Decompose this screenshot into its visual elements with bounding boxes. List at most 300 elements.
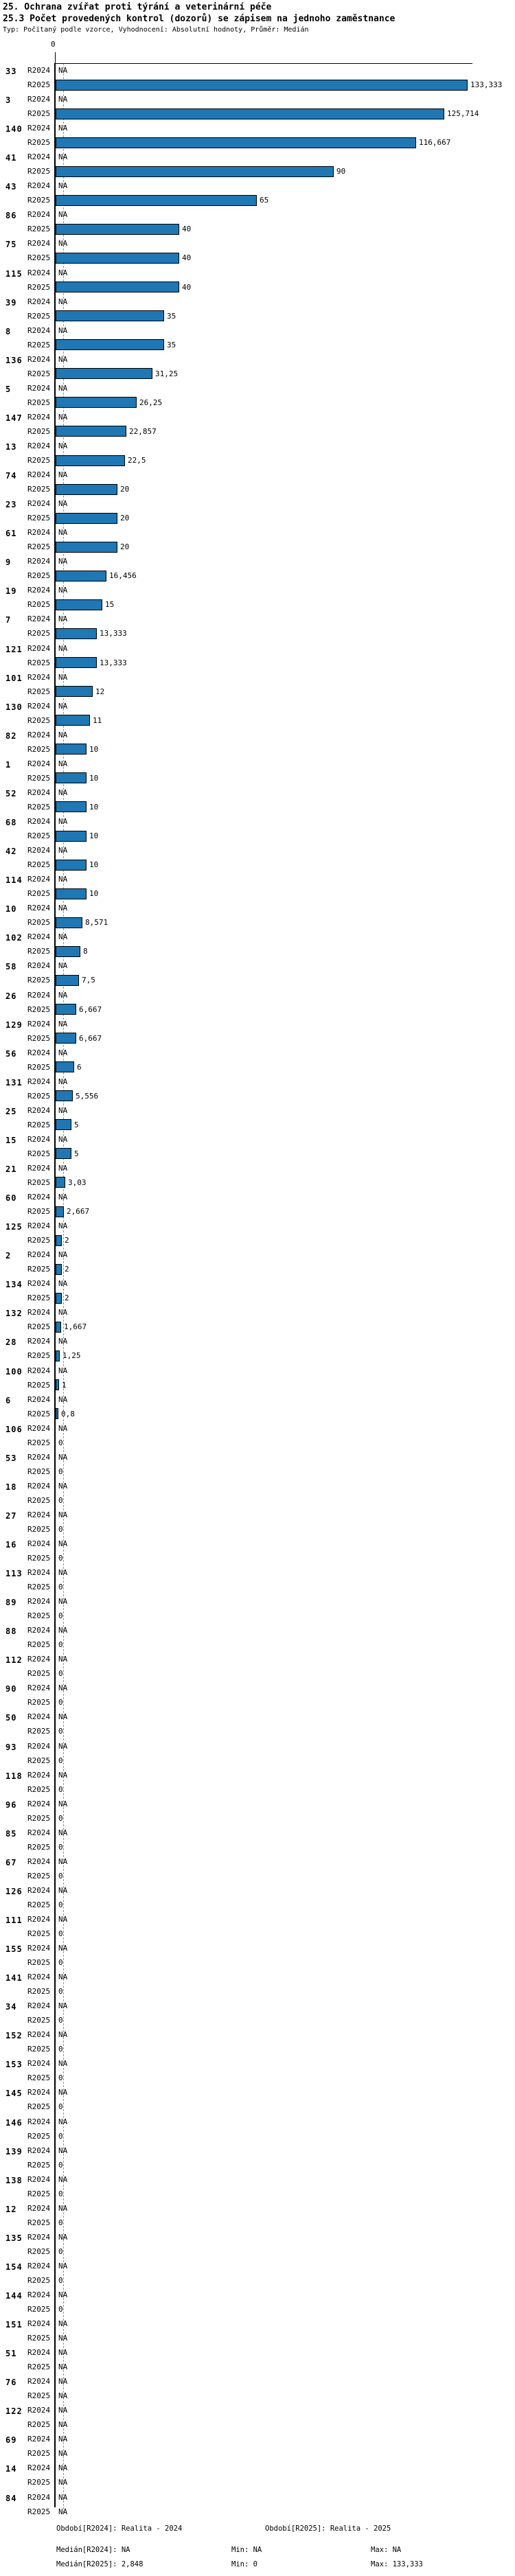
bar [56, 860, 87, 871]
series-label: R2025 [27, 1236, 51, 1245]
chart-row-r2024 [0, 1652, 515, 1666]
bar-value-label: NA [58, 730, 68, 739]
bar-value-label: NA [58, 1655, 68, 1664]
group-id-label: 76 [5, 2378, 17, 2388]
series-label: R2024 [27, 2232, 51, 2242]
bar-value-label: 22,5 [128, 456, 146, 465]
bar-value-label: NA [58, 701, 68, 711]
chart-group [0, 2374, 515, 2403]
series-label: R2025 [27, 2189, 51, 2198]
bar-value-label: NA [58, 990, 68, 1000]
chart-row-r2024 [0, 2288, 515, 2302]
series-label: R2024 [27, 2406, 51, 2415]
group-id-label: 3 [5, 95, 12, 106]
series-label: R2025 [27, 1524, 51, 1534]
chart-row-r2025 [0, 2216, 515, 2230]
chart-row-r2024 [0, 612, 515, 626]
bar-value-label: 40 [182, 225, 192, 234]
chart-row-r2024 [0, 2056, 515, 2071]
chart-row-r2024 [0, 1479, 515, 1493]
chart-row-r2024 [0, 63, 515, 78]
group-id-label: 113 [5, 1569, 23, 1579]
bar-value-label: 5,556 [76, 1091, 99, 1101]
series-label: R2024 [27, 1915, 51, 1924]
chart-group [0, 1161, 515, 1190]
bar-value-label: 0 [58, 1756, 63, 1765]
group-id-label: 118 [5, 1771, 23, 1781]
chart-group [0, 1941, 515, 1970]
series-label: R2025 [27, 2218, 51, 2227]
chart-row-r2025 [0, 1753, 515, 1768]
chart-row-r2024 [0, 2085, 515, 2100]
chart-row-r2025 [0, 424, 515, 439]
bar [56, 628, 97, 639]
group-id-label: 89 [5, 1598, 17, 1608]
chart-row-r2025 [0, 2302, 515, 2316]
group-id-label: 86 [5, 211, 17, 221]
group-id-label: 41 [5, 153, 17, 163]
bar-value-label: NA [58, 383, 68, 393]
chart-group [0, 439, 515, 468]
chart-row-r2025 [0, 1089, 515, 1103]
series-label: R2024 [27, 1626, 51, 1635]
series-label: R2025 [27, 1784, 51, 1794]
bar-value-label: 10 [89, 889, 99, 899]
chart-group [0, 1190, 515, 1219]
chart-row-r2024 [0, 728, 515, 742]
group-id-label: 8 [5, 326, 12, 336]
bar-value-label: NA [58, 181, 68, 191]
chart-row-r2025 [0, 1060, 515, 1074]
chart-row-r2025 [0, 309, 515, 323]
chart-row-r2024 [0, 525, 515, 540]
bar [56, 224, 179, 235]
series-label: R2025 [27, 715, 51, 725]
chart-group [0, 1912, 515, 1941]
group-id-label: 122 [5, 2406, 23, 2417]
bar-value-label: NA [58, 2261, 68, 2270]
series-label: R2024 [27, 268, 51, 277]
bar-value-label: NA [58, 2348, 68, 2358]
series-label: R2025 [27, 225, 51, 234]
chart-group [0, 1364, 515, 1392]
chart-group [0, 843, 515, 872]
chart-group [0, 2143, 515, 2172]
series-label: R2025 [27, 687, 51, 696]
chart-row-r2025 [0, 540, 515, 554]
bar-value-label: NA [58, 2334, 68, 2343]
chart-row-r2024 [0, 988, 515, 1002]
chart-row-r2025 [0, 944, 515, 958]
group-id-label: 68 [5, 818, 17, 828]
bar-value-label: 15 [105, 600, 115, 610]
bar-value-label: NA [58, 1510, 68, 1519]
group-id-label: 75 [5, 240, 17, 250]
chart-row-r2025 [0, 973, 515, 987]
chart-row-r2025 [0, 106, 515, 121]
bar [56, 1293, 62, 1304]
chart-row-r2025 [0, 2100, 515, 2114]
chart-row-r2025 [0, 1869, 515, 1883]
chart-group [0, 2345, 515, 2374]
bar-value-label: NA [58, 1712, 68, 1722]
chart-row-r2025 [0, 1348, 515, 1363]
bar-value-label: NA [58, 297, 68, 306]
chart-row-r2025 [0, 2475, 515, 2489]
group-id-label: 1 [5, 759, 12, 770]
series-label: R2024 [27, 904, 51, 913]
group-id-label: 145 [5, 2089, 23, 2099]
chart-row-r2025 [0, 2244, 515, 2259]
series-label: R2024 [27, 297, 51, 306]
series-label: R2025 [27, 2478, 51, 2487]
bar-value-label: NA [58, 2290, 68, 2300]
bar [56, 599, 102, 610]
bar [56, 542, 117, 553]
chart-row-r2025 [0, 280, 515, 295]
group-id-label: 60 [5, 1193, 17, 1204]
series-label: R2024 [27, 817, 51, 827]
chart-row-r2025 [0, 482, 515, 496]
group-id-label: 154 [5, 2262, 23, 2272]
bar-value-label: NA [58, 1105, 68, 1115]
bar-value-label: 0 [58, 2275, 63, 2285]
chart-row-r2024 [0, 2230, 515, 2244]
series-label: R2025 [27, 1900, 51, 1909]
series-label: R2024 [27, 441, 51, 451]
chart-row-r2025 [0, 251, 515, 265]
bar [56, 368, 152, 379]
series-label: R2024 [27, 2377, 51, 2387]
chart-group [0, 1739, 515, 1768]
bar-value-label: NA [58, 1279, 68, 1289]
group-id-label: 18 [5, 1482, 17, 1492]
bar-value-label: NA [58, 817, 68, 827]
bar-value-label: 0 [58, 1958, 63, 1968]
bar-value-label: NA [58, 2117, 68, 2126]
series-label: R2025 [27, 629, 51, 639]
chart-group [0, 757, 515, 785]
chart-group [0, 1479, 515, 1508]
chart-group [0, 814, 515, 843]
series-label: R2025 [27, 167, 51, 176]
chart-row-r2025 [0, 78, 515, 92]
bar-value-label: NA [58, 2088, 68, 2097]
bar [56, 195, 257, 206]
series-label: R2024 [27, 2030, 51, 2040]
series-label: R2024 [27, 557, 51, 566]
series-label: R2025 [27, 2420, 51, 2430]
bar-value-label: 0 [58, 1987, 63, 1997]
series-label: R2025 [27, 2045, 51, 2054]
bar-value-label: 0 [58, 1438, 63, 1447]
bar [56, 455, 125, 466]
chart-group [0, 63, 515, 92]
chart-row-r2025 [0, 1927, 515, 1941]
chart-group [0, 1681, 515, 1710]
series-label: R2025 [27, 1669, 51, 1679]
series-label: R2025 [27, 1322, 51, 1332]
group-id-label: 25 [5, 1106, 17, 1116]
group-id-label: 129 [5, 1020, 23, 1030]
chart-group [0, 670, 515, 699]
bar-value-label: NA [58, 1048, 68, 1057]
bar-value-label: NA [58, 1250, 68, 1260]
chart-group [0, 1334, 515, 1363]
bar-value-label: 65 [260, 196, 269, 205]
bar-value-label: NA [58, 95, 68, 104]
group-id-label: 28 [5, 1337, 17, 1348]
bar-value-label: NA [58, 557, 68, 566]
bar-value-label: NA [58, 2391, 68, 2401]
series-label: R2024 [27, 95, 51, 104]
bar-value-label: 20 [120, 485, 130, 494]
bar-value-label: NA [58, 2146, 68, 2155]
bar-value-label: 0,8 [61, 1409, 75, 1418]
chart-group [0, 207, 515, 236]
group-id-label: 112 [5, 1655, 23, 1666]
chart-row-r2024 [0, 92, 515, 106]
chart-row-r2024 [0, 1219, 515, 1233]
chart-row-r2025 [0, 1204, 515, 1219]
chart-group [0, 2259, 515, 2288]
chart-row-r2024 [0, 2143, 515, 2158]
bar-value-label: 7,5 [82, 976, 95, 985]
group-id-label: 131 [5, 1077, 23, 1088]
bar-value-label: NA [58, 268, 68, 277]
series-label: R2024 [27, 1568, 51, 1578]
bar-value-label: 2 [65, 1293, 69, 1303]
chart-row-r2025 [0, 1031, 515, 1046]
chart-row-r2024 [0, 872, 515, 886]
chart-row-r2025 [0, 338, 515, 352]
chart-group [0, 1797, 515, 1826]
chart-group [0, 2316, 515, 2345]
chart-row-r2024 [0, 1826, 515, 1840]
bar [56, 1148, 71, 1159]
chart-group [0, 785, 515, 814]
chart-row-r2025 [0, 2360, 515, 2374]
chart-row-r2025 [0, 1407, 515, 1421]
series-label: R2025 [27, 1929, 51, 1938]
bar [56, 975, 79, 986]
chart-row-r2025 [0, 1898, 515, 1912]
series-label: R2025 [27, 1062, 51, 1072]
series-label: R2024 [27, 2348, 51, 2358]
chart-row-r2024 [0, 1421, 515, 1436]
chart-group [0, 381, 515, 410]
group-id-label: 52 [5, 788, 17, 798]
bar-value-label: 90 [336, 167, 346, 176]
series-label: R2024 [27, 354, 51, 364]
series-label: R2025 [27, 1293, 51, 1303]
bar [56, 686, 93, 697]
series-label: R2024 [27, 875, 51, 884]
series-label: R2025 [27, 253, 51, 263]
chart-row-r2025 [0, 2129, 515, 2143]
bar-value-label: NA [58, 1452, 68, 1462]
series-label: R2024 [27, 124, 51, 133]
group-id-label: 134 [5, 1280, 23, 1290]
series-label: R2025 [27, 1611, 51, 1621]
bar-value-label: 0 [58, 2102, 63, 2112]
bar-value-label: NA [58, 1885, 68, 1895]
chart-row-r2024 [0, 843, 515, 858]
chart-group [0, 728, 515, 757]
chart-row-r2024 [0, 439, 515, 453]
chart-group [0, 496, 515, 525]
chart-group [0, 1623, 515, 1652]
series-label: R2024 [27, 1770, 51, 1780]
series-label: R2025 [27, 485, 51, 494]
bar-value-label: NA [58, 2435, 68, 2444]
group-id-label: 67 [5, 1857, 17, 1867]
chart-row-r2024 [0, 2172, 515, 2187]
chart-row-r2024 [0, 1768, 515, 1782]
group-id-label: 152 [5, 2031, 23, 2041]
series-label: R2024 [27, 499, 51, 509]
series-label: R2024 [27, 1944, 51, 1953]
chart-row-r2024 [0, 757, 515, 771]
bar-value-label: NA [58, 2463, 68, 2473]
chart-row-r2024 [0, 2027, 515, 2042]
group-id-label: 155 [5, 1944, 23, 1955]
bar-value-label: NA [58, 470, 68, 480]
bar [56, 1119, 71, 1130]
chart-group [0, 1421, 515, 1450]
chart-group [0, 2403, 515, 2432]
group-id-label: 69 [5, 2435, 17, 2446]
series-label: R2025 [27, 1698, 51, 1707]
group-id-label: 39 [5, 297, 17, 308]
bar-value-label: NA [58, 2449, 68, 2459]
group-id-label: 138 [5, 2175, 23, 2185]
chart-row-r2024 [0, 1623, 515, 1637]
chart-row-r2024 [0, 2403, 515, 2417]
series-label: R2024 [27, 181, 51, 191]
chart-row-r2024 [0, 1074, 515, 1089]
group-id-label: 125 [5, 1222, 23, 1232]
chart-row-r2025 [0, 2389, 515, 2403]
chart-group [0, 323, 515, 352]
series-label: R2024 [27, 672, 51, 682]
bar-value-label: NA [58, 2507, 68, 2516]
chart-group [0, 1074, 515, 1103]
chart-group [0, 2085, 515, 2114]
series-label: R2025 [27, 1553, 51, 1563]
chart-row-r2025 [0, 2013, 515, 2027]
bar-value-label: 0 [58, 1784, 63, 1794]
chart-row-r2024 [0, 150, 515, 164]
series-label: R2024 [27, 412, 51, 422]
group-id-label: 136 [5, 355, 23, 365]
chart-row-r2024 [0, 179, 515, 193]
group-id-label: 82 [5, 731, 17, 741]
chart-row-r2025 [0, 1580, 515, 1594]
chart-row-r2025 [0, 742, 515, 757]
chart-row-r2024 [0, 1594, 515, 1609]
chart-group [0, 1883, 515, 1912]
bar-value-label: 13,333 [100, 658, 127, 667]
bar [56, 946, 80, 957]
chart-group [0, 988, 515, 1017]
chart-row-r2025 [0, 685, 515, 699]
bar [56, 484, 117, 495]
bar [56, 917, 82, 928]
chart-group [0, 1103, 515, 1132]
bar-value-label: 10 [89, 802, 99, 812]
bar-value-label: NA [58, 1193, 68, 1202]
chart-row-r2025 [0, 1175, 515, 1190]
chart-row-r2024 [0, 1161, 515, 1175]
series-label: R2024 [27, 730, 51, 739]
series-label: R2025 [27, 1727, 51, 1736]
bar [56, 339, 164, 350]
chart-group [0, 1017, 515, 1046]
series-label: R2025 [27, 138, 51, 148]
bar-value-label: NA [58, 1626, 68, 1635]
page-subtitle: 25.3 Počet provedených kontrol (dozorů) se zápisem na jednoho zaměstnance [3, 14, 396, 24]
chart-row-r2025 [0, 164, 515, 179]
bar-value-label: NA [58, 846, 68, 855]
bar-value-label: 12 [95, 687, 105, 696]
chart-group [0, 2201, 515, 2230]
series-label: R2025 [27, 514, 51, 523]
chart-row-r2024 [0, 381, 515, 395]
chart-row-r2024 [0, 1508, 515, 1522]
chart-row-r2024 [0, 1247, 515, 1262]
chart-row-r2025 [0, 193, 515, 207]
series-label: R2025 [27, 311, 51, 321]
series-label: R2025 [27, 773, 51, 783]
bar-value-label: 3,03 [68, 1177, 87, 1187]
group-id-label: 2 [5, 1251, 12, 1261]
bar-value-label: NA [58, 2001, 68, 2011]
chart-row-r2024 [0, 410, 515, 424]
chart-row-r2025 [0, 1464, 515, 1479]
series-label: R2024 [27, 990, 51, 1000]
series-label: R2024 [27, 239, 51, 249]
bar [56, 715, 90, 726]
series-label: R2024 [27, 2463, 51, 2473]
series-label: R2024 [27, 1077, 51, 1086]
group-id-label: 27 [5, 1510, 17, 1521]
bar [56, 1004, 76, 1015]
bar-value-label: 0 [58, 2016, 63, 2025]
series-label: R2024 [27, 2146, 51, 2155]
bar [56, 1061, 74, 1072]
group-id-label: 51 [5, 2349, 17, 2359]
chart-group [0, 179, 515, 207]
series-label: R2024 [27, 1105, 51, 1115]
chart-group [0, 121, 515, 150]
series-label: R2024 [27, 2059, 51, 2069]
group-id-label: 42 [5, 847, 17, 857]
chart-group [0, 1046, 515, 1074]
series-label: R2024 [27, 2261, 51, 2270]
chart-group [0, 1594, 515, 1623]
bar-value-label: 0 [58, 1467, 63, 1476]
chart-group [0, 901, 515, 930]
bar-value-label: NA [58, 1366, 68, 1375]
bar-value-label: 0 [58, 2131, 63, 2141]
chart-row-r2025 [0, 1695, 515, 1710]
group-id-label: 34 [5, 2002, 17, 2012]
bar [56, 397, 137, 408]
group-id-label: 151 [5, 2320, 23, 2330]
bar-value-label: NA [58, 1944, 68, 1953]
series-label: R2025 [27, 744, 51, 754]
